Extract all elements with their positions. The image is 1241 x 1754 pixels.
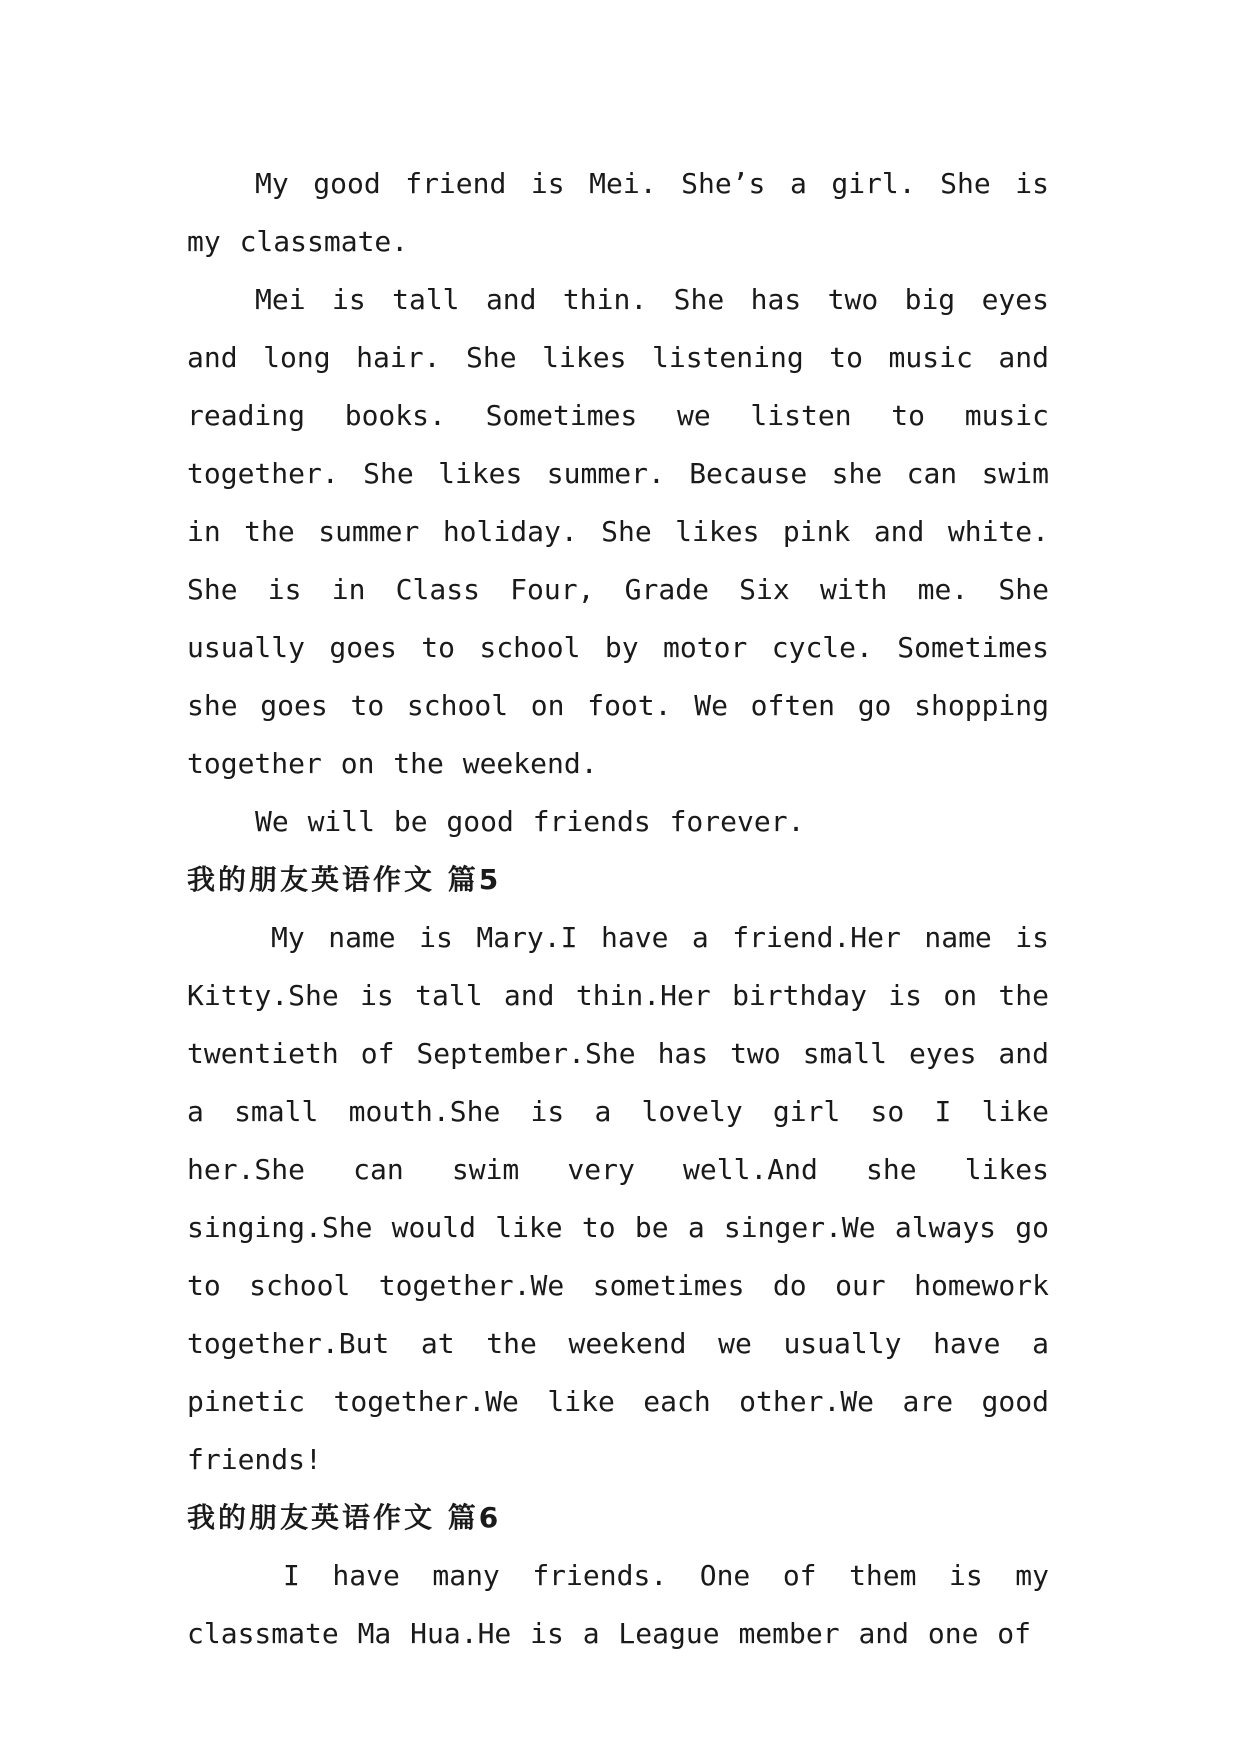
section-heading-5: 我的朋友英语作文 篇5	[187, 863, 502, 896]
paragraph-mei-closing: We will be good friends forever.	[255, 805, 805, 838]
paragraph-mei-description: Mei is tall and thin. She has two big eyes and long hair. She likes listening to music and reading books. Sometimes we listen to music together. She likes summer. Because she can swim in the summer holiday. She likes pink and white. She is in Class Four, Grade Six with me. She usually goes to school by motor cycle. Sometimes she goes to school on foot. We often go shopping together on the weekend.	[187, 283, 1049, 780]
paragraph-mary-kitty: My name is Mary.I have a friend.Her name is Kitty.She is tall and thin.Her birthday is on the twentieth of September.She has two small eyes and a small mouth.She is a lovely girl so I like her.She can swim very well.And she likes singing.She would like to be a singer.We always go to school together.We sometimes do our homework together.But at the weekend we usually have a pinetic together.We like each other.We are good friends!	[187, 921, 1049, 1476]
section-heading-6: 我的朋友英语作文 篇6	[187, 1501, 502, 1534]
paragraph-ma-hua: I have many friends. One of them is my classmate Ma Hua.He is a League member and one of	[187, 1559, 1049, 1650]
document-page	[187, 155, 1049, 1663]
paragraph-mei-intro: My good friend is Mei. She’s a girl. She is my classmate.	[187, 167, 1049, 258]
